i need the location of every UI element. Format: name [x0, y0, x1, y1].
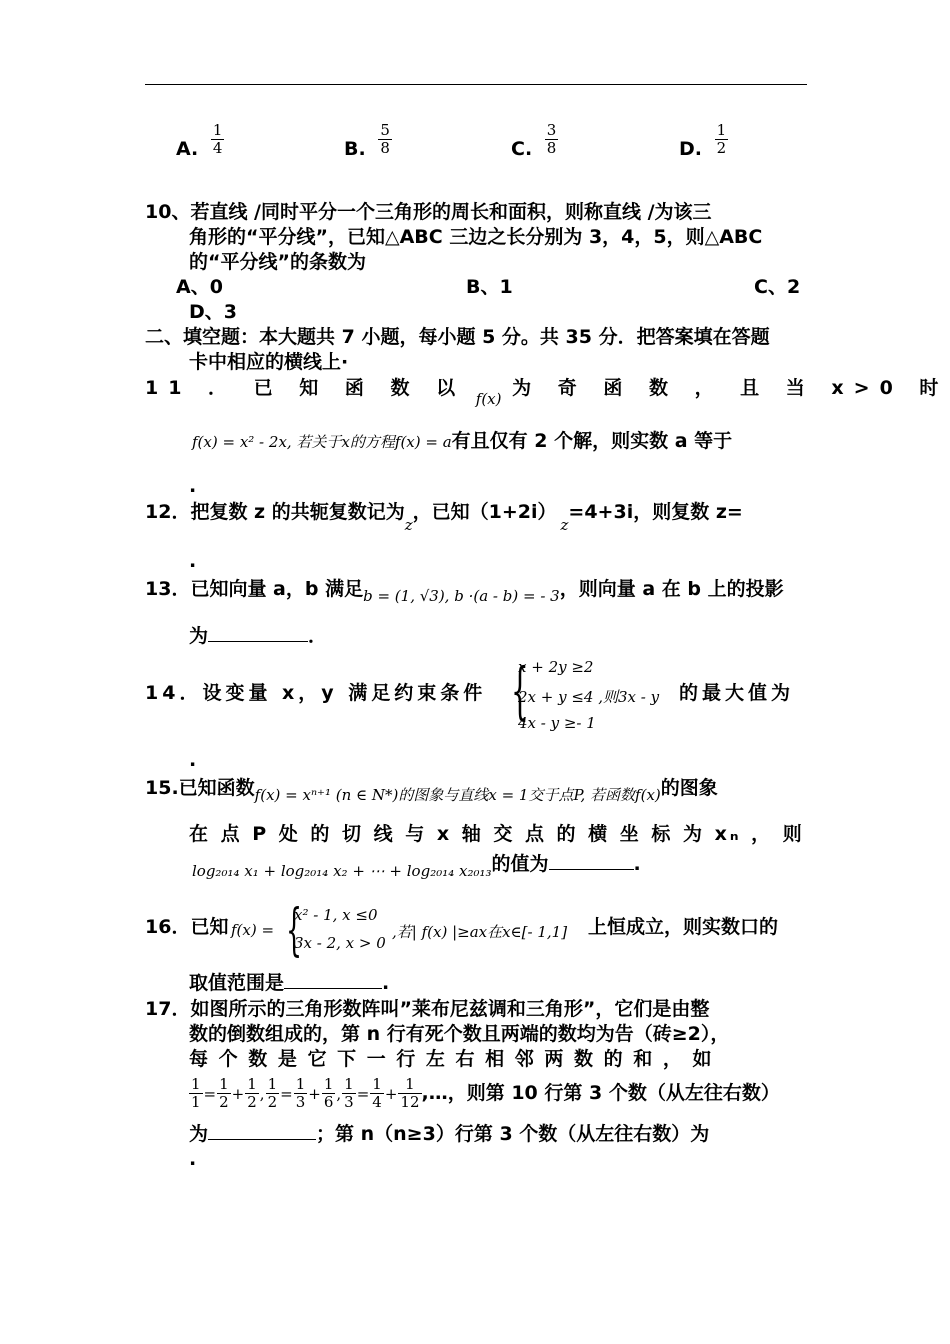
q17-fraction: $\frac{1}{6}$	[323, 1075, 334, 1111]
q13-line2: 为 ．	[189, 625, 328, 647]
q17-operator: +	[231, 1085, 245, 1103]
header-rule	[145, 84, 807, 85]
section2-heading: 二、填空题：本大题共 7 小题，每小题 5 分。共 35 分．把答案填在答题	[145, 326, 770, 348]
q17-fraction: $\frac{1}{2}$	[247, 1075, 257, 1111]
q14-lead: 14．设变量 x，y 满足约束条件	[145, 682, 487, 704]
q17-fraction: $\frac{1}{12}$	[400, 1075, 420, 1111]
q12-line: 12．把复数 z 的共轭复数记为$_z$，已知$(1+2i)_z=4+3i$，则复数 z=	[145, 501, 743, 534]
q16-tail: 上恒成立，则实数口的	[588, 916, 779, 938]
q17-operator: =	[203, 1085, 217, 1103]
q11-line1: 11 ． 已 知 函 数 以 $_{f(x)}$ 为 奇 函 数 ， 且 当 x>0 时	[145, 377, 949, 408]
q11-end-dot: .	[189, 475, 197, 497]
q13-line1: 13．已知向量 a，b 满足$_{b = (1, √3), b \cdot(a - b) = - 3}$，则向量 a 在 b 上的投影	[145, 578, 784, 605]
section2-subheading: 卡中相应的横线上·	[189, 351, 349, 373]
q10-option-b: B、1	[466, 276, 513, 298]
q17-line4: $\frac{1}{1}$ = $\frac{1}{2}$ + $\frac{1}{2}$ , $\frac{1}{2}$ = $\frac{1}{3}$ + $\frac{1}{6}$ , $\frac{1}{3}$ = $\frac{1}{4}$ + $\frac{1}{12}$ ,…，则第 10 行第 3 个数（从左往右数）	[191, 1075, 780, 1111]
q17-fraction: $\frac{1}{3}$	[344, 1075, 354, 1111]
q17-operator: +	[384, 1085, 398, 1103]
q17-line3: 每 个 数 是 它 下 一 行 左 右 相 邻 两 数 的 和 ， 如	[189, 1048, 714, 1070]
q17-fraction: $\frac{1}{1}$	[191, 1075, 201, 1111]
q15-line2: 在 点 P 处 的 切 线 与 x 轴 交 点 的 横 坐 标 为 xₙ ， 则	[189, 823, 805, 845]
q17-operator: =	[280, 1085, 293, 1103]
q15-line3: $_{log_{2014} x_1 + log_{2014} x_2 + \cdots + log_{2014} x_{2013}}$的值为 .	[192, 853, 641, 880]
q9-option-b: B. $\frac{5}{8}$	[344, 121, 390, 160]
q16-line2: 取值范围是 .	[189, 972, 390, 994]
q11-line2: f(x) = x² - 2x, 若关于x的方程f(x) = a有且仅有 2 个解，则实数 a 等于	[192, 430, 733, 452]
q14-constraint-3: 4x - y ≥- 1	[518, 714, 596, 732]
q9-option-a: A. $\frac{1}{4}$	[176, 121, 223, 160]
q16-case-2: 3x - 2, x > 0	[294, 934, 386, 952]
q17-line5: 为 ；第 n（n≥3）行第 3 个数（从左往右数）为	[189, 1123, 710, 1145]
q17-end-dot: .	[189, 1148, 197, 1170]
q10-option-a: A、0	[176, 276, 223, 298]
q14-end-dot: .	[189, 749, 197, 771]
q10-option-d: D、3	[189, 301, 237, 323]
q17-fraction: $\frac{1}{4}$	[372, 1075, 382, 1111]
q10-line2: 角形的“平分线”，已知△ABC 三边之长分别为 3，4，5，则△ABC	[189, 226, 763, 248]
q14-constraint-1: x + 2y ≥2	[518, 658, 594, 676]
q17-line2: 数的倒数组成的，第 n 行有死个数且两端的数均为告（砖≥2），	[189, 1023, 730, 1045]
q9-option-d: D. $\frac{1}{2}$	[679, 121, 727, 160]
q16-brace: {	[286, 898, 303, 963]
q14-constraint-2: 2x + y ≤4 ,则3x - y	[518, 688, 660, 706]
q10-option-c: C、2	[754, 276, 801, 298]
q15-line1: 15.已知函数$_{f(x) = x^{n+1} (n \in N*)的图象与直线x = 1交于点P, 若函数f(x)}$的图象	[145, 777, 718, 804]
q10-line3: 的“平分线”的条数为	[189, 251, 366, 273]
q12-end-dot: .	[189, 550, 197, 572]
q16-lead: 16．已知	[145, 916, 229, 938]
q16-condition: ,若| f(x) |≥ax在x∈[- 1,1]	[392, 923, 568, 941]
q17-operator: ,	[259, 1085, 265, 1103]
q17-fraction-examples	[189, 1075, 422, 1111]
q17-fraction: $\frac{1}{2}$	[219, 1075, 229, 1111]
q14-brace: {	[511, 654, 529, 727]
q17-operator: =	[356, 1085, 370, 1103]
q17-operator: +	[308, 1085, 321, 1103]
q9-option-c: C. $\frac{3}{8}$	[511, 121, 557, 160]
q17-operator: ,	[336, 1085, 342, 1103]
q17-fraction: $\frac{1}{3}$	[295, 1075, 306, 1111]
q17-fraction: $\frac{1}{2}$	[267, 1075, 278, 1111]
q16-fx: f(x) =	[231, 921, 275, 939]
q14-tail: 的最大值为	[679, 682, 795, 704]
q17-line1: 17．如图所示的三角形数阵叫”莱布尼兹调和三角形”，它们是由整	[145, 998, 710, 1020]
q10-line1: 10、若直线 /同时平分一个三角形的周长和面积，则称直线 /为该三	[145, 201, 712, 223]
q16-case-1: x² - 1, x ≤0	[294, 906, 378, 924]
